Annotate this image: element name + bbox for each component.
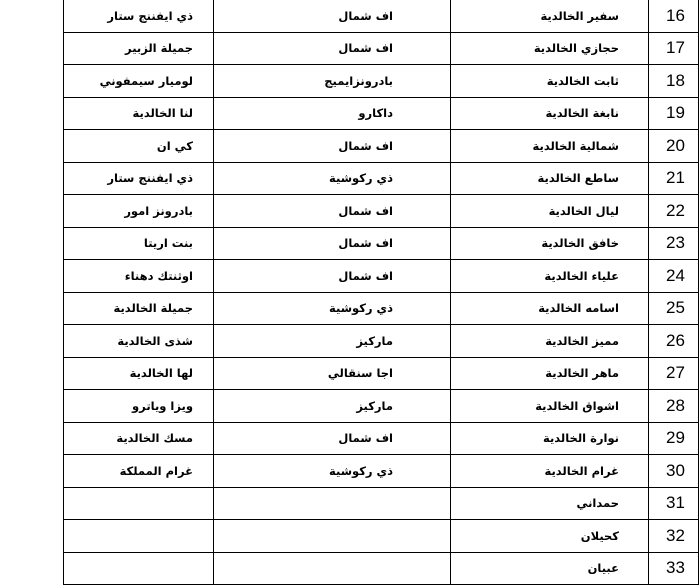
sire-cell: اجا سنقالي	[214, 357, 451, 390]
sire-cell: ذي ركوشية	[214, 292, 451, 325]
row-number-cell: 27	[649, 357, 699, 390]
row-number-cell: 30	[649, 455, 699, 488]
dam-cell: لها الخالدية	[64, 357, 214, 390]
horse-name-cell: ليال الخالدية	[451, 195, 649, 228]
sire-cell: اف شمال	[214, 195, 451, 228]
table-row	[64, 520, 699, 553]
registry-body	[64, 0, 699, 585]
row-number-cell: 16	[649, 0, 699, 32]
row-number-cell: 19	[649, 97, 699, 130]
dam-cell: شذى الخالدية	[64, 325, 214, 358]
row-number-cell: 21	[649, 162, 699, 195]
horse-name-cell: علياء الخالدية	[451, 260, 649, 293]
horse-name-cell: كحيلان	[451, 520, 649, 553]
horse-name-cell: ثابت الخالدية	[451, 65, 649, 98]
row-number-cell: 24	[649, 260, 699, 293]
horse-name-cell: نابغة الخالدية	[451, 97, 649, 130]
table-row	[64, 0, 699, 32]
table-row	[64, 390, 699, 423]
sire-cell	[214, 487, 451, 520]
table-row	[64, 422, 699, 455]
row-number-cell: 23	[649, 227, 699, 260]
table-row	[64, 97, 699, 130]
row-number-cell: 31	[649, 487, 699, 520]
dam-cell: مسك الخالدية	[64, 422, 214, 455]
horse-name-cell: شمالية الخالدية	[451, 130, 649, 163]
horse-name-cell: عبيان	[451, 552, 649, 585]
table-row	[64, 357, 699, 390]
dam-cell: لوميار سيمفوني	[64, 65, 214, 98]
dam-cell: جميلة الزبير	[64, 32, 214, 65]
sire-cell: اف شمال	[214, 422, 451, 455]
sire-cell: ماركيز	[214, 390, 451, 423]
table-row	[64, 260, 699, 293]
horse-registry-table	[63, 0, 699, 585]
horse-name-cell: غرام الخالدية	[451, 455, 649, 488]
sire-cell: بادرونزايميج	[214, 65, 451, 98]
dam-cell: ذي ايفننج ستار	[64, 0, 214, 32]
row-number-cell: 26	[649, 325, 699, 358]
table-row	[64, 65, 699, 98]
row-number-cell: 32	[649, 520, 699, 553]
dam-cell	[64, 552, 214, 585]
dam-cell: ذي ايفننج ستار	[64, 162, 214, 195]
row-number-cell: 33	[649, 552, 699, 585]
row-number-cell: 18	[649, 65, 699, 98]
row-number-cell: 28	[649, 390, 699, 423]
table-row	[64, 455, 699, 488]
table-row	[64, 227, 699, 260]
sire-cell: ذي ركوشية	[214, 162, 451, 195]
sire-cell: ذي ركوشية	[214, 455, 451, 488]
dam-cell: لنا الخالدية	[64, 97, 214, 130]
sire-cell: داكارو	[214, 97, 451, 130]
sire-cell: اف شمال	[214, 260, 451, 293]
dam-cell: اوثنتك دهناء	[64, 260, 214, 293]
horse-name-cell: حمداني	[451, 487, 649, 520]
horse-name-cell: اسامه الخالدية	[451, 292, 649, 325]
horse-name-cell: خافق الخالدية	[451, 227, 649, 260]
dam-cell	[64, 520, 214, 553]
sire-cell	[214, 520, 451, 553]
dam-cell: غرام المملكة	[64, 455, 214, 488]
row-number-cell: 29	[649, 422, 699, 455]
table-row	[64, 552, 699, 585]
sire-cell: اف شمال	[214, 0, 451, 32]
row-number-cell: 17	[649, 32, 699, 65]
horse-name-cell: نوارة الخالدية	[451, 422, 649, 455]
horse-name-cell: حجازي الخالدية	[451, 32, 649, 65]
table-row	[64, 195, 699, 228]
dam-cell: بادرونز امور	[64, 195, 214, 228]
dam-cell: ويزا وياترو	[64, 390, 214, 423]
sire-cell: ماركيز	[214, 325, 451, 358]
dam-cell: كي ان	[64, 130, 214, 163]
horse-name-cell: سفير الخالدية	[451, 0, 649, 32]
dam-cell	[64, 487, 214, 520]
horse-name-cell: اشواق الخالدية	[451, 390, 649, 423]
horse-name-cell: ماهر الخالدية	[451, 357, 649, 390]
table-row	[64, 32, 699, 65]
sire-cell: اف شمال	[214, 32, 451, 65]
table-row	[64, 162, 699, 195]
row-number-cell: 20	[649, 130, 699, 163]
sire-cell: اف شمال	[214, 227, 451, 260]
row-number-cell: 22	[649, 195, 699, 228]
sire-cell	[214, 552, 451, 585]
horse-name-cell: ساطع الخالدية	[451, 162, 649, 195]
horse-name-cell: مميز الخالدية	[451, 325, 649, 358]
table-row	[64, 130, 699, 163]
table-row	[64, 325, 699, 358]
table-row	[64, 292, 699, 325]
row-number-cell: 25	[649, 292, 699, 325]
table-row	[64, 487, 699, 520]
dam-cell: جميلة الخالدية	[64, 292, 214, 325]
sire-cell: اف شمال	[214, 130, 451, 163]
dam-cell: بنت اريتا	[64, 227, 214, 260]
